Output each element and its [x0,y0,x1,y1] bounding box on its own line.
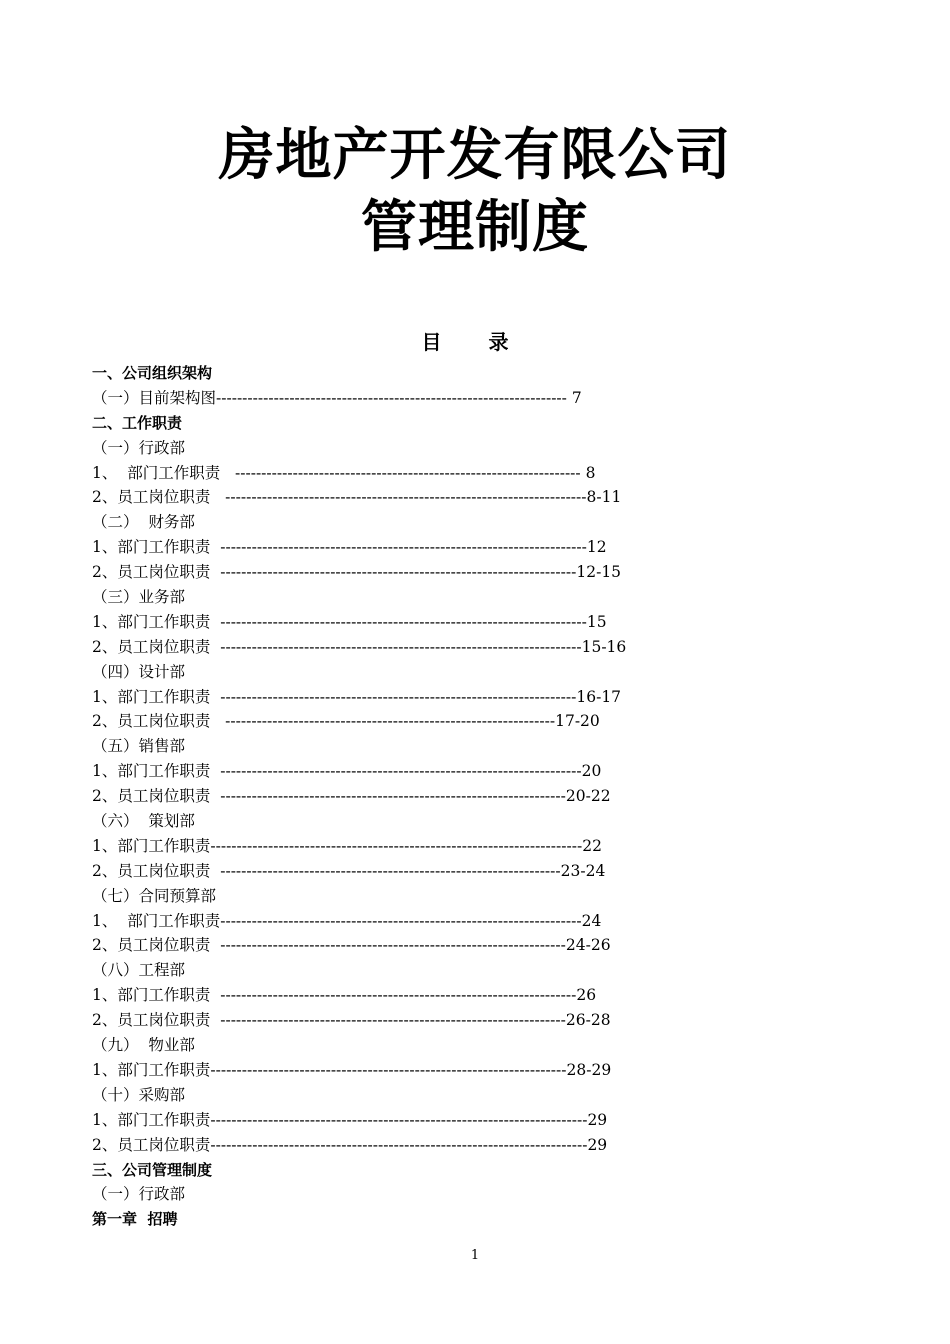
toc-section-heading: 一、公司组织架构 [92,364,213,382]
toc-entry: （六） 策划部 [92,812,195,831]
document-title-line1: 房地产开发有限公司 [218,123,732,188]
page-number: 1 [470,1248,480,1263]
toc-entry: （一）行政部 [92,1185,186,1204]
toc-section-heading: 三、公司管理制度 [92,1160,213,1179]
toc-entry: 1、 部门工作职责 ------------------------------------------------------------------ 8 [92,463,596,482]
toc-entry: 2、员工岗位职责 ------------------------------------------------------------------26-28 [92,1011,611,1030]
toc-entry: 1、部门工作职责------------------------------------------------------------------------29 [92,1110,608,1129]
toc-entry: （一）行政部 [92,438,186,457]
toc-entry: （八）工程部 [92,961,186,980]
toc-entry: 1、部门工作职责 ----------------------------------------------------------------------12 [92,538,607,557]
toc-heading: 目 录 [421,330,529,354]
toc-entry: 1、部门工作职责 --------------------------------------------------------------------26 [92,986,597,1005]
document-title-line2: 管理制度 [361,195,589,260]
table-of-contents [92,361,872,1232]
toc-entry: 1、部门工作职责-----------------------------------------------------------------------22 [92,836,602,855]
toc-entry: 2、员工岗位职责 ------------------------------------------------------------------24-26 [92,936,611,955]
toc-entry: （九） 物业部 [92,1036,195,1055]
toc-section-heading: 第一章 招聘 [92,1210,178,1229]
toc-entry: 1、部门工作职责 ----------------------------------------------------------------------15 [92,612,607,631]
toc-entry: 2、员工岗位职责 --------------------------------------------------------------------12-15 [92,563,622,582]
toc-section-heading: 二、工作职责 [92,413,183,432]
toc-entry: （七）合同预算部 [92,886,217,905]
toc-entry: 1、 部门工作职责---------------------------------------------------------------------24 [92,911,602,930]
toc-entry: （一）目前架构图------------------------------------------------------------------- 7 [92,388,582,407]
toc-entry: 2、员工岗位职责 ------------------------------------------------------------------20-22 [92,787,611,806]
toc-entry: 2、员工岗位职责 -----------------------------------------------------------------23-24 [92,861,606,880]
toc-entry: （五）销售部 [92,737,186,756]
toc-entry: 2、员工岗位职责 ---------------------------------------------------------------------15-16 [92,637,627,656]
toc-entry: 2、员工岗位职责 ---------------------------------------------------------------17-20 [92,712,600,731]
toc-entry: （四）设计部 [92,662,186,681]
toc-entry: 1、部门工作职责--------------------------------------------------------------------28-29 [92,1060,612,1079]
toc-entry: （三）业务部 [92,588,186,607]
toc-entry: 2、员工岗位职责------------------------------------------------------------------------29 [92,1135,608,1154]
toc-entry: 1、部门工作职责 --------------------------------------------------------------------16-17 [92,687,622,706]
toc-entry: 2、员工岗位职责 ---------------------------------------------------------------------8-11 [92,488,622,507]
toc-entry: 1、部门工作职责 ---------------------------------------------------------------------20 [92,762,602,781]
toc-entry: （十）采购部 [92,1085,186,1104]
toc-entry: （二） 财务部 [92,513,195,532]
